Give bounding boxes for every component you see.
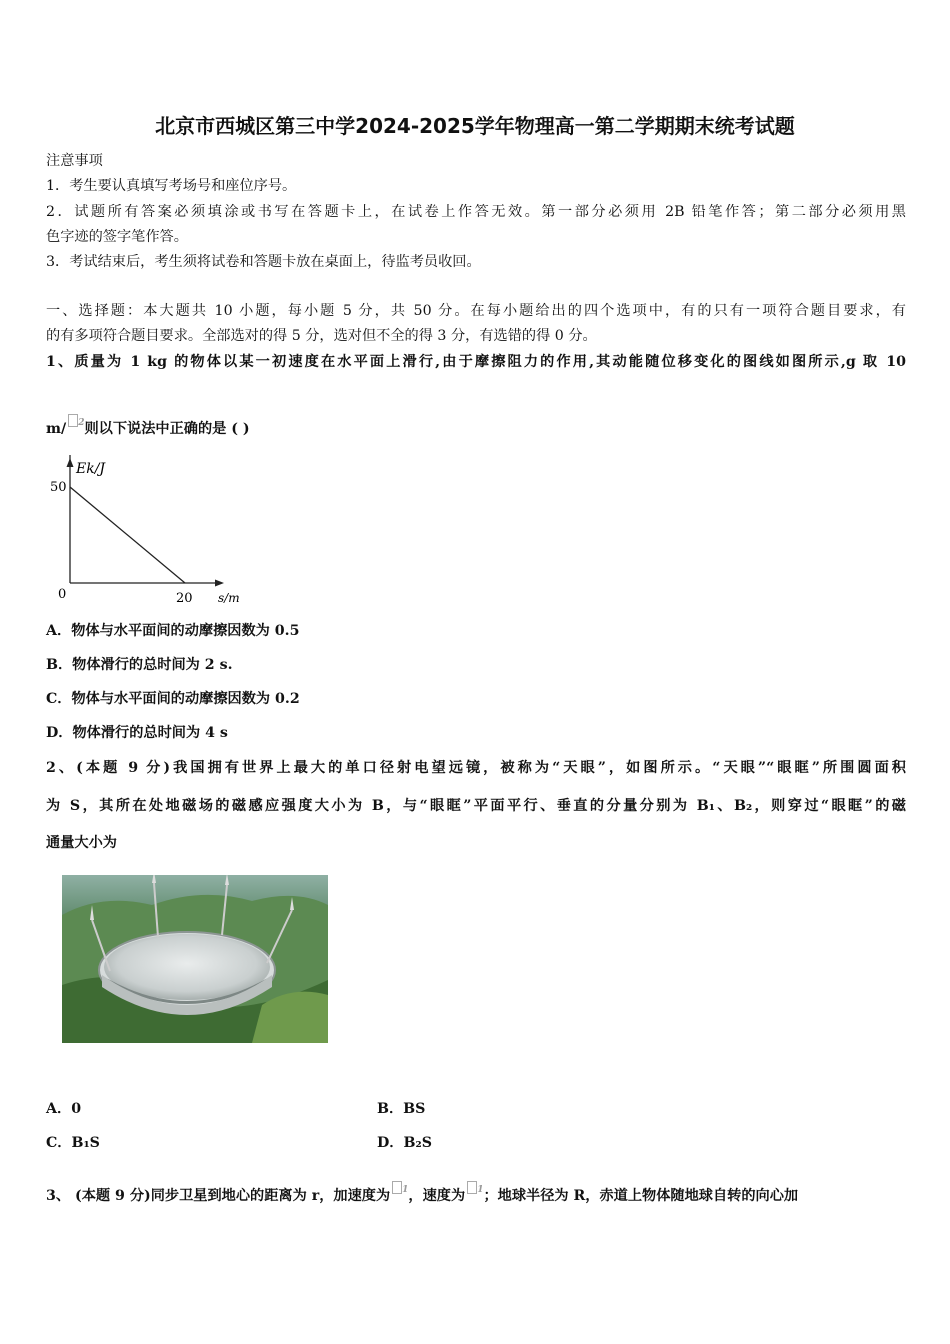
q2-option-d: D．B₂S	[377, 1135, 432, 1151]
q3-sub1: 1	[402, 1185, 409, 1195]
q1-unit-sup: 2	[78, 418, 85, 428]
q1-stem-line2	[46, 413, 250, 439]
q2-stem-line2: 为 S，其所在处地磁场的磁感应强度大小为 B，与“眼眶”平面平行、垂直的分量分别为 B₁、B₂，则穿过“眼眶”的磁	[46, 798, 906, 814]
q3-part3: ；地球半径为 R，赤道上物体随地球自转的向心加	[483, 1188, 799, 1204]
y-axis-label: Ek/J	[76, 461, 106, 477]
x-tick-label: 20	[176, 591, 193, 606]
q2-stem-line3: 通量大小为	[46, 835, 117, 851]
data-series-line	[70, 487, 185, 583]
y-tick-label: 50	[50, 480, 67, 495]
ek-s-chart	[40, 455, 250, 610]
q2-option-c: C．B₁S	[46, 1135, 100, 1151]
q1-option-c: C．物体与水平面间的动摩擦因数为 0.2	[46, 691, 300, 707]
q3-part2: ，速度为	[408, 1188, 466, 1204]
q1-option-d: D．物体滑行的总时间为 4 s	[46, 725, 228, 741]
notice-item-2-cont: 色字迹的签字笔作答。	[46, 229, 188, 245]
q1-stem-rest: 则以下说法中正确的是 ( )	[84, 421, 250, 437]
q2-option-b: B．BS	[377, 1101, 426, 1117]
q1-option-b: B．物体滑行的总时间为 2 s.	[46, 657, 233, 673]
section-intro-line1: 一、选择题：本大题共 10 小题，每小题 5 分，共 50 分。在每小题给出的四个选项中，有的只有一项符合题目要求，有	[46, 303, 906, 319]
q1-stem-line1: 1、质量为 1 kg 的物体以某一初速度在水平面上滑行,由于摩擦阻力的作用,其动能随位移变化的图线如图所示,g 取 10	[46, 354, 906, 370]
q3-stem-line1	[46, 1180, 798, 1206]
q3-sub2: 1	[477, 1185, 484, 1195]
notice-item-1: 1．考生要认真填写考场号和座位序号。	[46, 178, 297, 194]
q3-part1: 3、 (本题 9 分)同步卫星到地心的距离为 r，加速度为	[46, 1188, 391, 1204]
q2-stem-line1: 2、(本题 9 分)我国拥有世界上最大的单口径射电望远镜，被称为“天眼”，如图所示。“天眼”“眼眶”所围圆面积	[46, 760, 906, 776]
q2-option-a: A．0	[46, 1101, 82, 1117]
page-title: 北京市西城区第三中学2024-2025学年物理高一第二学期期末统考试题	[155, 114, 795, 138]
missing-glyph-icon	[392, 1181, 402, 1194]
origin-label: 0	[58, 587, 67, 602]
missing-glyph-icon	[68, 414, 78, 427]
section-intro-line2: 的有多项符合题目要求。全部选对的得 5 分，选对但不全的得 3 分，有选错的得 0 分。	[46, 328, 597, 344]
x-axis-label: s/m	[218, 591, 240, 605]
missing-glyph-icon	[467, 1181, 477, 1194]
notice-heading: 注意事项	[46, 153, 103, 169]
fast-telescope-photo	[62, 875, 328, 1043]
q1-unit: m/	[46, 421, 67, 437]
y-axis-arrow	[67, 458, 74, 467]
notice-item-3: 3．考试结束后，考生须将试卷和答题卡放在桌面上，待监考员收回。	[46, 254, 481, 270]
notice-item-2: 2．试题所有答案必须填涂或书写在答题卡上，在试卷上作答无效。第一部分必须用 2B 铅笔作答；第二部分必须用黑	[46, 204, 906, 220]
x-axis-arrow	[215, 580, 224, 587]
q1-option-a: A．物体与水平面间的动摩擦因数为 0.5	[46, 623, 300, 639]
